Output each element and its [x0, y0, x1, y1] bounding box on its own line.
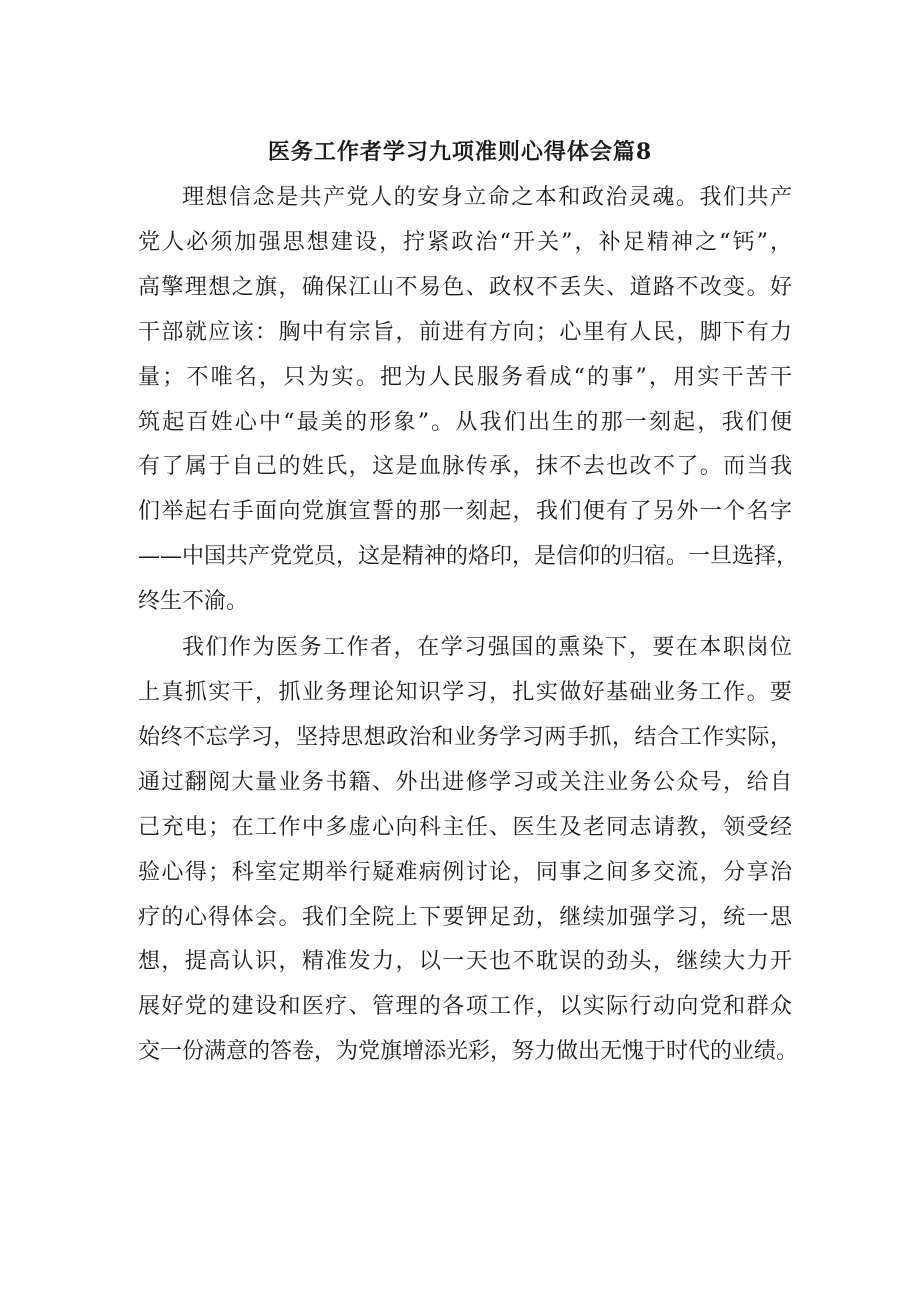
document-body [138, 176, 799, 1075]
paragraph-line: 筑起百姓心中“最美的形象”。从我们出生的那一刻起，我们便 [138, 409, 792, 435]
paragraph-1 [138, 176, 799, 625]
paragraph-line: 高擎理想之旗，确保江山不易色、政权不丢失、道路不改变。好 [138, 274, 792, 300]
paragraph-line: 干部就应该：胸中有宗旨，前进有方向；心里有人民，脚下有力 [138, 319, 792, 345]
paragraph-line: ——中国共产党党员，这是精神的烙印，是信仰的归宿。一旦选择， [138, 544, 799, 570]
paragraph-line: 量；不唯名，只为实。把为人民服务看成“的事”，用实干苦干 [138, 364, 792, 390]
paragraph-line: 想，提高认识，精准发力，以一天也不耽误的劲头，继续大力开 [138, 949, 792, 975]
paragraph-line: 始终不忘学习，坚持思想政治和业务学习两手抓，结合工作实际， [138, 724, 792, 750]
paragraph-line: 们举起右手面向党旗宣誓的那一刻起，我们便有了另外一个名字 [138, 499, 792, 525]
paragraph-line: 理想信念是共产党人的安身立命之本和政治灵魂。我们共产 [182, 185, 792, 210]
paragraph-2 [138, 626, 799, 1075]
paragraph-line: 展好党的建设和医疗、管理的各项工作，以实际行动向党和群众 [138, 994, 792, 1020]
paragraph-line: 上真抓实干，抓业务理论知识学习，扎实做好基础业务工作。要 [138, 679, 792, 705]
paragraph-line: 有了属于自己的姓氏，这是血脉传承，抹不去也改不了。而当我 [138, 454, 792, 480]
paragraph-line: 通过翻阅大量业务书籍、外出进修学习或关注业务公众号，给自 [138, 769, 792, 795]
paragraph-line: 疗的心得体会。我们全院上下要钾足劲，继续加强学习，统一思 [138, 904, 792, 930]
paragraph-line: 交一份满意的答卷，为党旗增添光彩，努力做出无愧于时代的业绩。 [138, 1039, 799, 1065]
paragraph-line: 党人必须加强思想建设，拧紧政治“开关”，补足精神之“钙”， [138, 229, 792, 255]
paragraph-line: 验心得；科室定期举行疑难病例讨论，同事之间多交流，分享治 [138, 859, 792, 885]
paragraph-line: 终生不渝。 [138, 589, 249, 615]
paragraph-line: 我们作为医务工作者，在学习强国的熏染下，要在本职岗位 [182, 635, 792, 661]
document-title: 医务工作者学习九项准则心得体会篇8 [267, 139, 653, 165]
paragraph-line: 己充电；在工作中多虚心向科主任、医生及老同志请教，领受经 [138, 814, 792, 840]
